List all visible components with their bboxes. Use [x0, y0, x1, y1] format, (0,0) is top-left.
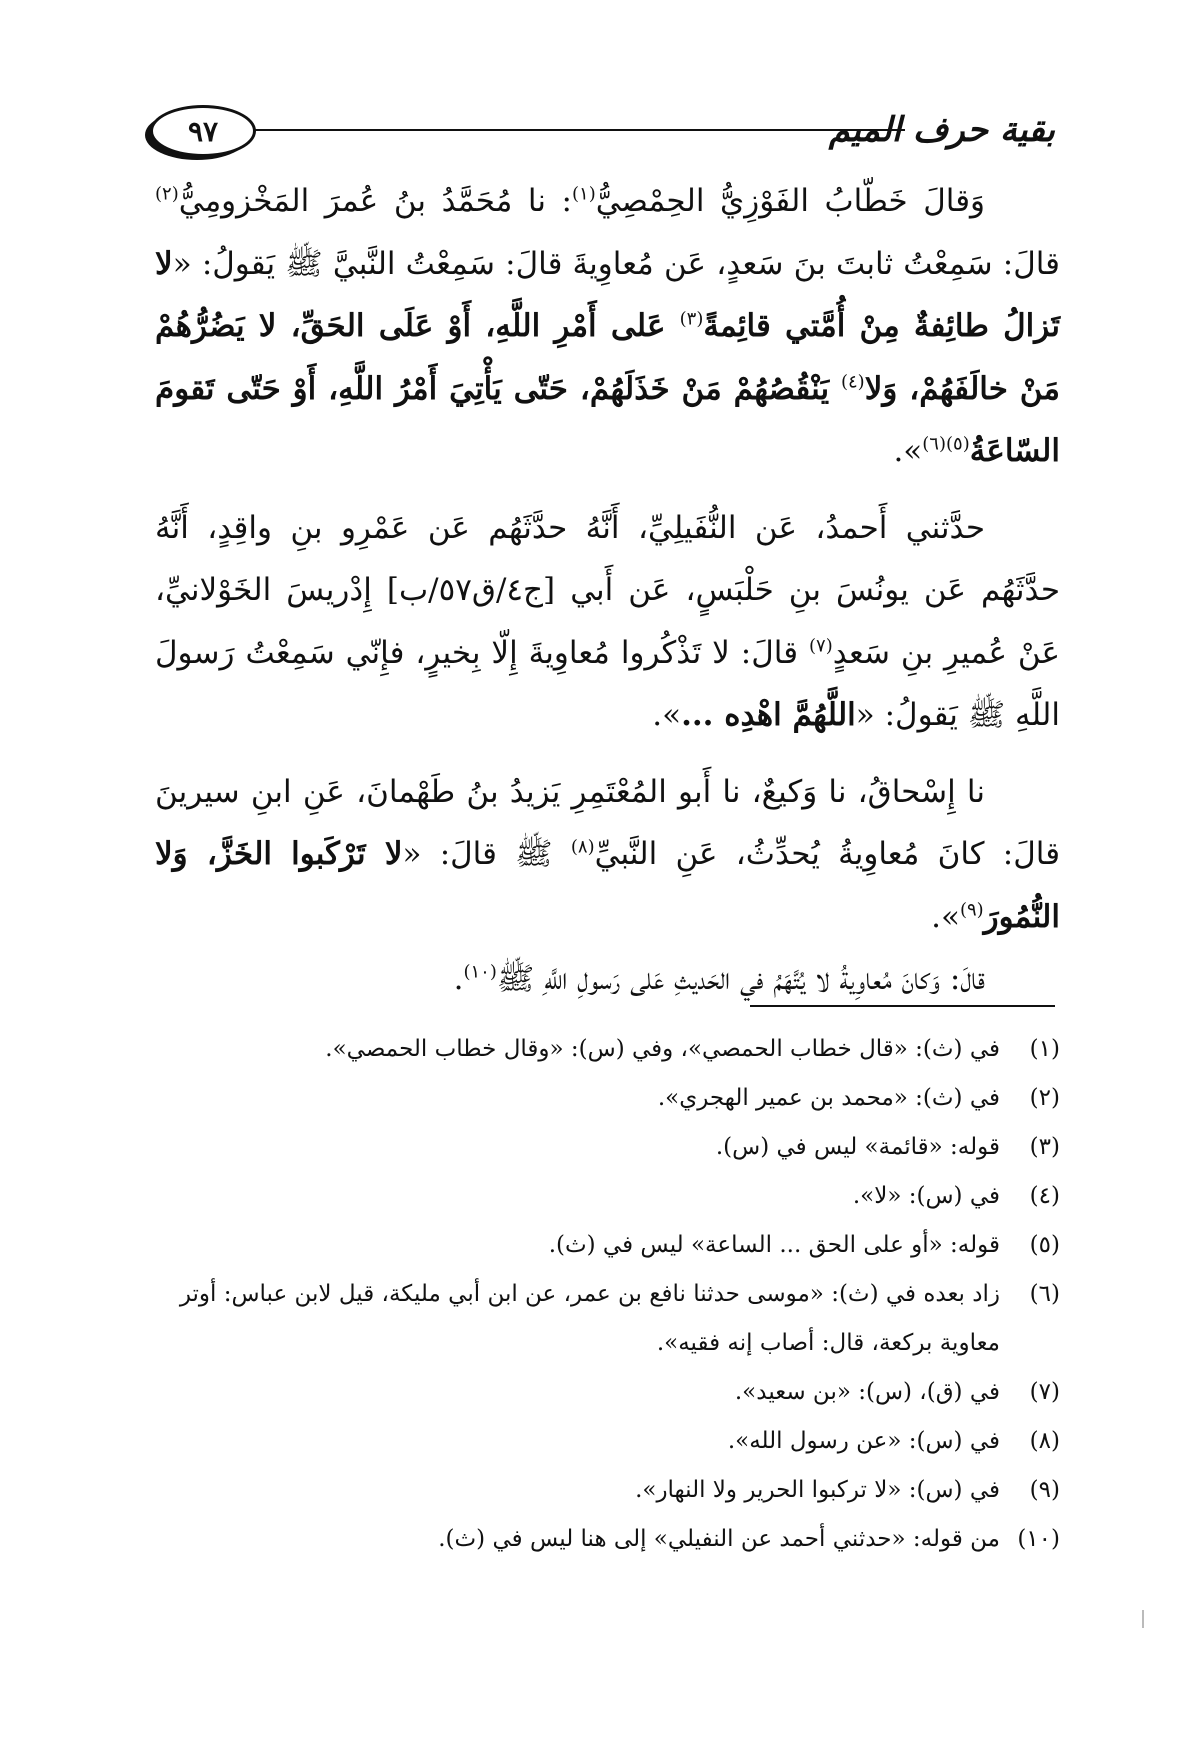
- footnote-number: (٦): [1029, 1281, 1060, 1307]
- footnote-ref: (١٠): [463, 961, 497, 983]
- paragraph-2: [155, 497, 1060, 747]
- footnotes: [150, 1025, 1060, 1564]
- footnote: [150, 1074, 1060, 1123]
- footnote-number: (٧): [1029, 1379, 1060, 1405]
- footnote-text: قوله: «أو على الحق ... الساعة» ليس في (ث).: [548, 1232, 1000, 1258]
- paragraph-3: [155, 761, 1060, 949]
- footnote-number: (٥): [1029, 1232, 1060, 1258]
- text-run: وَقالَ خَطّابُ الفَوْزِيُّ الحِمْصِيُّ: [595, 183, 985, 219]
- footnote-number: (٨): [1029, 1428, 1060, 1454]
- text-run: ».: [931, 898, 960, 935]
- text-run: .: [453, 961, 464, 997]
- hadith-text: لا تَزالُ طائِفةٌ مِنْ أُمَّتي قائِمةً: [155, 245, 1061, 344]
- footnote-text: في (ث): «قال خطاب الحمصي»، وفي (س): «وقال خطاب الحمصي».: [325, 1036, 1000, 1062]
- footnote-ref: (٨): [570, 836, 595, 858]
- footnote-text: في (س): «لا».: [852, 1183, 1000, 1209]
- text-run: قالَ: سَمِعْتُ ثابتَ بنَ سَعدٍ، عَن مُعاوِيةَ قالَ: سَمِعْتُ النَّبيَّ ﷺ يَقولُ: «: [172, 245, 1060, 282]
- page-header: [150, 100, 1055, 160]
- text-run: ».: [652, 697, 682, 733]
- running-head: بقية حرف الميم: [828, 110, 1055, 150]
- footnote-text: قوله: «قائمة» ليس في (س).: [715, 1134, 1000, 1160]
- footnote: [150, 1417, 1060, 1466]
- header-rule: [250, 129, 905, 131]
- footnote-number: (٤): [1029, 1183, 1060, 1209]
- footnote-number: (١): [1029, 1036, 1060, 1062]
- footnote: [150, 1221, 1060, 1270]
- paragraph-4: [155, 948, 1060, 1011]
- text-run: نا إِسْحاقُ، نا وَكيعٌ، نا أَبو المُعْتَمِرِ يَزيدُ بنُ طَهْمانَ، عَنِ ابنِ سيرينَ قالَ: كانَ مُعاوِيةُ يُحدِّثُ، عَنِ النَّبيِّ: [155, 773, 1061, 872]
- hadith-text: لا تَرْكَبوا الخَزَّ، وَلا النُّمُورَ: [155, 836, 1060, 935]
- text-run: قالَ: لا تَذْكُروا مُعاوِيةَ إِلّا بِخيرٍ، فإِنّي سَمِعْتُ رَسولَ اللَّهِ ﷺ يَقولُ: «: [155, 634, 1060, 733]
- footnote-text: من قوله: «حدثني أحمد عن النفيلي» إلى هنا ليس في (ث).: [438, 1526, 1000, 1552]
- main-text: [155, 170, 1060, 1025]
- footnote-ref: (٩): [959, 899, 984, 921]
- footnote-number: (٢): [1029, 1085, 1060, 1111]
- footnote-ref: (٥)(٦): [922, 433, 970, 455]
- footnote-ref: (٤): [840, 371, 865, 393]
- footnote-ref: (٢): [155, 183, 179, 205]
- hadith-text: يَنْقُصُهُمْ مَنْ خَذَلَهُمْ، حَتّى يَأْتِيَ أَمْرُ اللَّهِ، أَوْ حَتّى تَقومَ السّاعَةُ: [155, 370, 1060, 469]
- footnote-ref: (١): [571, 183, 596, 205]
- footnote-ref: (٣): [679, 308, 704, 330]
- text-run: ».: [893, 433, 923, 469]
- text-run: حدَّثني أَحمدُ، عَن النُّفَيلِيِّ، أَنَّهُ حدَّثَهُم عَن عَمْرِو بنِ واقِدٍ، أَنَّهُ حدَّثَهُم عَن يونُسَ بنِ حَلْبَسٍ، عَن أَبي [ج٤/ق٥٧/ب] إِدْريسَ الخَوْلانيِّ، عَنْ عُميرِ بنِ سَعدٍ: [155, 509, 1060, 671]
- footnote: [150, 1466, 1060, 1515]
- hadith-text: عَلى أَمْرِ اللَّهِ، أَوْ عَلَى الحَقِّ، لا يَضُرُّهُمْ مَنْ خالَفَهُمْ، وَلا: [155, 308, 1060, 407]
- footnote-separator: [750, 1005, 1055, 1007]
- text-run: : نا مُحَمَّدُ بنُ عُمرَ المَخْزومِيُّ: [178, 183, 572, 219]
- footnote-number: (٩): [1029, 1477, 1060, 1503]
- text-run: قالَ: وَكانَ مُعاوِيةُ لا يُتَّهَمُ في الحَديثِ عَلى رَسولِ اللَّهِ ﷺ: [496, 961, 985, 997]
- footnote-text: في (س): «عن رسول الله».: [727, 1428, 1000, 1454]
- footnote-number: (٣): [1029, 1134, 1060, 1160]
- footnote: [150, 1368, 1060, 1417]
- footnote-text: في (س): «لا تركبوا الحرير ولا النهار».: [635, 1477, 1000, 1503]
- footnote: [150, 1172, 1060, 1221]
- footnote: [150, 1123, 1060, 1172]
- footnote-text: زاد بعده في (ث): «موسى حدثنا نافع بن عمر، عن ابن أبي مليكة، قيل لابن عباس: أوتر معاوية بركعة، قال: أصاب إنه فقيه».: [179, 1281, 1000, 1356]
- page-number-badge: [150, 105, 256, 157]
- footnote-text: في (ق)، (س): «بن سعيد».: [734, 1379, 1000, 1405]
- footnote-ref: (٧): [808, 635, 833, 657]
- footnote: [150, 1515, 1060, 1564]
- footnote: [150, 1270, 1060, 1368]
- footnote-number: (١٠): [1017, 1526, 1060, 1552]
- footnote-text: في (ث): «محمد بن عمير الهجري».: [657, 1085, 1000, 1111]
- scan-edge-mark: [1142, 1610, 1144, 1628]
- footnote: [150, 1025, 1060, 1074]
- text-run: ﷺ قالَ: «: [402, 836, 571, 872]
- page-number: ٩٧: [187, 114, 219, 148]
- paragraph-1: [155, 170, 1060, 483]
- hadith-text: اللَّهُمَّ اهْدِه ...: [681, 697, 856, 733]
